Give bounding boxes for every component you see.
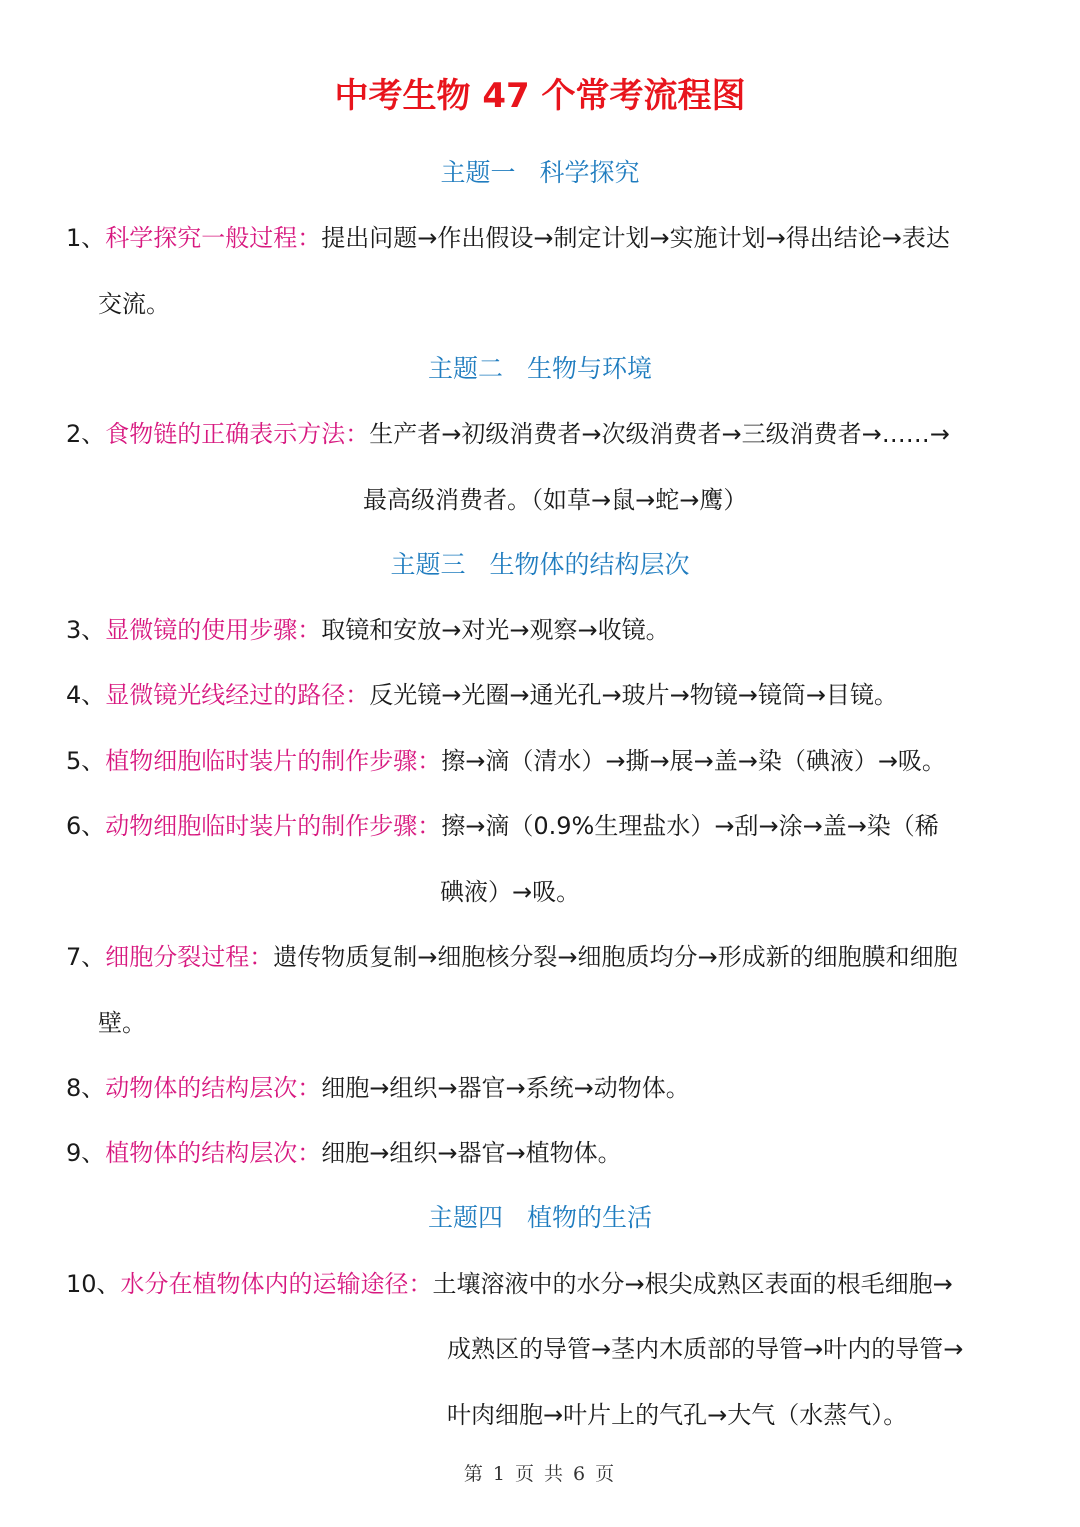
item-label: 植物体的结构层次： (105, 1139, 322, 1167)
item-label: 显微镜的使用步骤： (105, 616, 322, 644)
item-text: 细胞→组织→器官→植物体。 (321, 1139, 622, 1167)
item-number: 10、 (66, 1270, 121, 1298)
list-item-6 (66, 808, 939, 844)
section-name: 科学探究 (539, 158, 640, 187)
section-name: 生物体的结构层次 (489, 550, 690, 579)
item-continuation: 成熟区的导管→茎内木质部的导管→叶内的导管→ (447, 1335, 964, 1363)
item-continuation: 叶肉细胞→叶片上的气孔→大气（水蒸气）。 (447, 1401, 908, 1429)
item-text: 土壤溶液中的水分→根尖成熟区表面的根毛细胞→ (432, 1270, 953, 1298)
item-number: 4、 (66, 681, 106, 709)
item-text: 遗传物质复制→细胞核分裂→细胞质均分→形成新的细胞膜和细胞 (273, 943, 958, 971)
section-heading-2 (0, 351, 1080, 387)
item-number: 1、 (66, 224, 106, 252)
list-item-7 (66, 939, 958, 975)
item-text: 反光镜→光圈→通光孔→玻片→物镜→镜筒→目镜。 (369, 681, 898, 709)
section-label: 主题二 (427, 354, 503, 383)
item-label: 细胞分裂过程： (105, 943, 274, 971)
section-heading-4 (0, 1200, 1080, 1236)
item-text: 擦→滴（清水）→撕→展→盖→染（碘液）→吸。 (441, 747, 946, 775)
section-label: 主题一 (440, 158, 516, 187)
item-label: 动物体的结构层次： (105, 1074, 322, 1102)
list-item-9 (66, 1135, 622, 1171)
item-text: 提出问题→作出假设→制定计划→实施计划→得出结论→表达 (321, 224, 950, 252)
list-item-5 (66, 743, 946, 779)
item-number: 3、 (66, 616, 106, 644)
section-heading-1 (0, 155, 1080, 191)
item-number: 8、 (66, 1074, 106, 1102)
item-text: 擦→滴（0.9%生理盐水）→刮→涂→盖→染（稀 (441, 812, 939, 840)
page-footer: 第 1 页 共 6 页 (463, 1463, 617, 1485)
section-name: 生物与环境 (527, 354, 653, 383)
item-number: 6、 (66, 812, 106, 840)
section-label: 主题四 (427, 1203, 503, 1232)
item-number: 5、 (66, 747, 106, 775)
page-title: 中考生物 47 个常考流程图 (334, 76, 746, 116)
list-item-10 (66, 1266, 953, 1302)
list-item-1 (66, 220, 950, 256)
section-name: 植物的生活 (527, 1203, 653, 1232)
item-text: 生产者→初级消费者→次级消费者→三级消费者→……→ (369, 420, 950, 448)
item-continuation: 最高级消费者。（如草→鼠→蛇→鹰） (363, 486, 748, 514)
item-number: 9、 (66, 1139, 106, 1167)
list-item-4 (66, 677, 898, 713)
item-label: 科学探究一般过程： (105, 224, 322, 252)
item-label: 显微镜光线经过的路径： (105, 681, 370, 709)
list-item-2 (66, 416, 950, 452)
item-text: 取镜和安放→对光→观察→收镜。 (321, 616, 670, 644)
item-number: 7、 (66, 943, 106, 971)
item-label: 动物细胞临时装片的制作步骤： (105, 812, 442, 840)
section-heading-3 (0, 547, 1080, 583)
item-text: 细胞→组织→器官→系统→动物体。 (321, 1074, 690, 1102)
list-item-3 (66, 612, 670, 648)
list-item-8 (66, 1070, 690, 1106)
item-label: 植物细胞临时装片的制作步骤： (105, 747, 442, 775)
item-continuation: 壁。 (98, 1009, 146, 1037)
section-label: 主题三 (390, 550, 466, 579)
item-label: 水分在植物体内的运输途径： (120, 1270, 433, 1298)
item-continuation: 碘液）→吸。 (440, 878, 581, 906)
item-label: 食物链的正确表示方法： (105, 420, 370, 448)
item-number: 2、 (66, 420, 106, 448)
item-continuation: 交流。 (98, 290, 170, 318)
